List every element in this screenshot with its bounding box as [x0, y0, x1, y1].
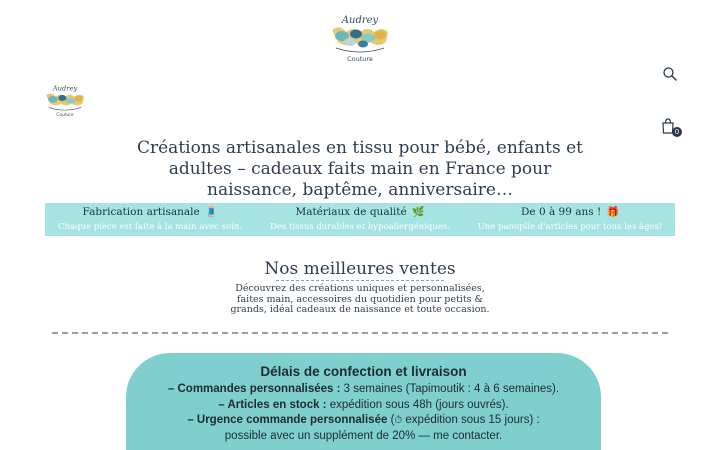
site-logo[interactable] [326, 8, 394, 66]
info-line-urgent [126, 413, 601, 429]
feature-title: Matériaux de qualité [295, 206, 407, 218]
feature-ages [465, 203, 675, 236]
hero-line-1: Créations artisanales en tissu pour bébé, enfants et [136, 138, 584, 158]
info-line-custom [126, 382, 601, 398]
gift-icon: 🎁 [606, 207, 620, 218]
info-value: expédition sous 15 jours) : [402, 414, 540, 426]
search-icon [662, 66, 678, 82]
info-value: 3 semaines (Tapimoutik : 4 à 6 semaines). [340, 383, 560, 395]
timer-icon: ⏱ [394, 415, 403, 426]
features-banner [45, 203, 675, 236]
feature-title: De 0 à 99 ans ! [520, 206, 602, 218]
best-sellers-description [230, 284, 490, 316]
search-button[interactable] [662, 66, 678, 82]
cart-button[interactable] [660, 117, 680, 137]
cart-count-badge: 0 [672, 127, 682, 137]
feature-subtitle: Chaque pièce est faite à la main avec soin. [58, 222, 242, 232]
feature-quality [255, 203, 465, 236]
feature-title: Fabrication artisanale [82, 206, 200, 218]
delivery-info-box [126, 353, 601, 450]
info-line-stock [126, 398, 601, 414]
info-line-surcharge: possible avec un supplément de 20% — me contacter. [224, 429, 503, 442]
best-sellers-heading: Nos meilleures ventes [264, 259, 456, 279]
hero-headline [130, 138, 590, 201]
hero-line-2: adultes – cadeaux faits main en France pour [168, 159, 552, 179]
info-value: ( [387, 414, 395, 426]
info-label: – Articles en stock : [218, 398, 327, 411]
info-value: expédition sous 48h (jours ouvrés). [326, 398, 509, 411]
logo-graphic-small [42, 80, 88, 120]
hero-line-3: naissance, baptême, anniversaire… [207, 180, 513, 200]
thread-icon: 🧵 [205, 207, 218, 218]
desc-line-1: Découvrez des créations uniques et personnalisées, [235, 283, 485, 294]
section-divider [52, 332, 668, 334]
feature-handmade [45, 203, 255, 236]
logo-word-bottom-small: Couture [56, 113, 74, 119]
desc-line-2: faites main, accessoires du quotidien pour petits & [237, 293, 483, 305]
feature-subtitle: Une panoplie d'articles pour tous les âges! [477, 222, 663, 232]
info-label: – Urgence commande personnalisée [187, 414, 388, 426]
info-label: – Commandes personnalisées : [167, 383, 341, 395]
logo-word-top-small: Audrey [52, 84, 78, 93]
delivery-info-title: Délais de confection et livraison [260, 364, 467, 379]
logo-word-top: Audrey [341, 15, 379, 26]
leaf-icon: 🌿 [412, 207, 425, 218]
desc-line-3: grands, idéal cadeaux de naissance et toute occasion. [230, 304, 490, 315]
sidebar-logo[interactable] [42, 80, 88, 120]
heading-underline [276, 280, 444, 281]
logo-word-bottom: Couture [347, 55, 373, 63]
logo-graphic [326, 8, 394, 66]
feature-subtitle: Des tissus durables et hypoallergéniques. [270, 222, 450, 232]
